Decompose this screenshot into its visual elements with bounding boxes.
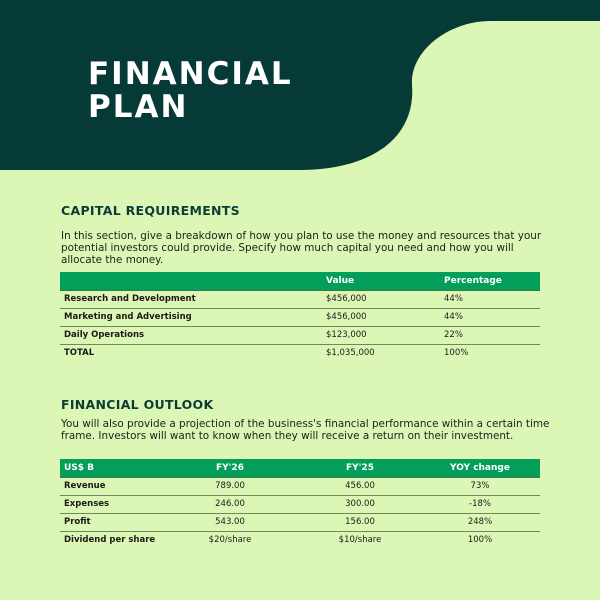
row-fy26: 543.00 xyxy=(160,513,300,531)
row-percentage: 44% xyxy=(440,308,540,326)
table-row xyxy=(60,495,540,513)
row-fy26: 789.00 xyxy=(160,477,300,495)
row-label: Expenses xyxy=(60,495,160,513)
financial-outlook-description: You will also provide a projection of the business's financial performance within a certain time frame. Investors will want to know when they will receive a return on their investment. xyxy=(61,418,550,442)
title-line-1: FINANCIAL xyxy=(88,56,293,92)
column-header-item xyxy=(60,272,322,290)
row-fy25: 156.00 xyxy=(300,513,420,531)
row-fy25: 300.00 xyxy=(300,495,420,513)
column-header-unit: US$ B xyxy=(60,459,160,477)
column-header-percentage: Percentage xyxy=(440,272,540,290)
column-header-value: Value xyxy=(322,272,440,290)
table-row xyxy=(60,513,540,531)
row-label: Profit xyxy=(60,513,160,531)
row-value: $456,000 xyxy=(322,290,440,308)
row-label: Revenue xyxy=(60,477,160,495)
column-header-fy25: FY'25 xyxy=(300,459,420,477)
hero-banner xyxy=(0,0,600,172)
table-header-row xyxy=(60,459,540,477)
column-header-fy26: FY'26 xyxy=(160,459,300,477)
row-yoy: -18% xyxy=(420,495,540,513)
capital-requirements-table xyxy=(60,272,540,362)
column-header-yoy: YOY change xyxy=(420,459,540,477)
row-label: Marketing and Advertising xyxy=(60,308,322,326)
row-fy25: $10/share xyxy=(338,535,382,546)
row-yoy: 100% xyxy=(467,535,493,546)
table-row-total xyxy=(60,344,540,362)
row-value: $123,000 xyxy=(322,326,440,344)
row-fy26: 246.00 xyxy=(160,495,300,513)
row-value: $456,000 xyxy=(322,308,440,326)
table-row xyxy=(60,308,540,326)
table-row xyxy=(60,326,540,344)
row-fy26: $20/share xyxy=(208,535,252,546)
row-fy25: 456.00 xyxy=(300,477,420,495)
table-row xyxy=(60,290,540,308)
row-yoy: 248% xyxy=(420,513,540,531)
row-yoy: 73% xyxy=(420,477,540,495)
table-header-row xyxy=(60,272,540,290)
row-value: $1,035,000 xyxy=(326,348,375,359)
title-line-2: PLAN xyxy=(88,89,189,125)
row-label: Daily Operations xyxy=(60,326,322,344)
row-label: TOTAL xyxy=(64,348,95,359)
table-row xyxy=(60,477,540,495)
financial-outlook-heading: FINANCIAL OUTLOOK xyxy=(61,397,214,412)
capital-requirements-heading: CAPITAL REQUIREMENTS xyxy=(61,203,240,218)
row-percentage: 44% xyxy=(440,290,540,308)
row-label: Dividend per share xyxy=(64,535,156,546)
capital-requirements-description: In this section, give a breakdown of how you plan to use the money and resources that your potential investors could provide. Specify how much capital you need and how you will allocate the money. xyxy=(61,230,542,266)
row-label: Research and Development xyxy=(60,290,322,308)
page-title xyxy=(88,58,388,124)
row-percentage: 100% xyxy=(444,348,469,359)
table-row xyxy=(60,531,540,549)
row-percentage: 22% xyxy=(440,326,540,344)
financial-outlook-table xyxy=(60,459,540,549)
